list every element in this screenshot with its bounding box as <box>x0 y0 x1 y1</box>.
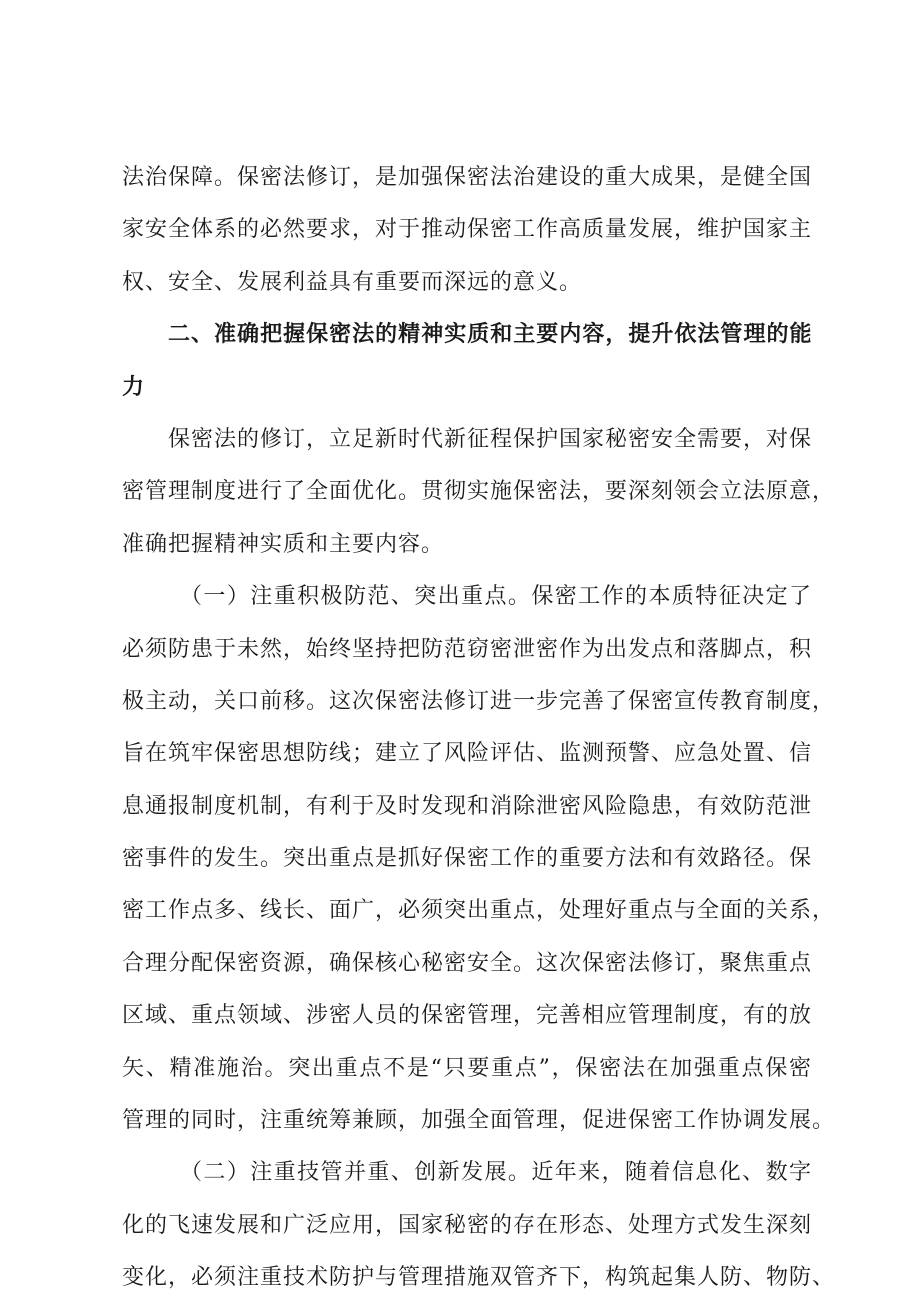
text-line: 化的飞速发展和广泛应用，国家秘密的存在形态、处理方式发生深刻 <box>122 1212 813 1238</box>
text-line: （一）注重积极防范、突出重点。保密工作的本质特征决定了 <box>180 584 812 610</box>
text-line: 准确把握精神实质和主要内容。 <box>122 531 445 557</box>
text-line: 权、安全、发展利益具有重要而深远的意义。 <box>122 269 583 295</box>
subsection-1-paragraph <box>122 571 836 1147</box>
text-line: 保密法的修订，立足新时代新征程保护国家秘密安全需要，对保 <box>168 426 813 452</box>
text-line: 密事件的发生。突出重点是抓好保密工作的重要方法和有效路径。保 <box>122 846 813 872</box>
heading-line: 二、准确把握保密法的精神实质和主要内容，提升依法管理的能 <box>168 322 812 348</box>
text-line: 区域、重点领域、涉密人员的保密管理，完善相应管理制度，有的放 <box>122 1003 813 1029</box>
text-line: 旨在筑牢保密思想防线；建立了风险评估、监测预警、应急处置、信 <box>122 741 813 767</box>
text-line: 必须防患于未然，始终坚持把防范窃密泄密作为出发点和落脚点，积 <box>122 636 813 662</box>
text-line: 变化，必须注重技术防护与管理措施双管齐下，构筑起集人防、物防、 <box>122 1265 836 1291</box>
text-line: 密管理制度进行了全面优化。贯彻实施保密法，要深刻领会立法原意， <box>122 479 836 505</box>
heading-line: 力 <box>122 374 145 400</box>
continuation-paragraph <box>122 152 812 309</box>
text-line: 法治保障。保密法修订，是加强保密法治建设的重大成果，是健全国 <box>122 165 813 190</box>
text-line: 息通报制度机制，有利于及时发现和消除泄密风险隐患，有效防范泄 <box>122 793 813 819</box>
text-line: 管理的同时，注重统筹兼顾，加强全面管理，促进保密工作协调发展。 <box>122 1108 836 1134</box>
text-line: 矢、精准施治。突出重点不是“只要重点”，保密法在加强重点保密 <box>122 1055 812 1081</box>
document-page <box>122 152 836 1305</box>
text-line: 合理分配保密资源，确保核心秘密安全。这次保密法修订，聚焦重点 <box>122 950 813 976</box>
text-line: 极主动，关口前移。这次保密法修订进一步完善了保密宣传教育制度， <box>122 688 836 714</box>
subsection-2-paragraph <box>122 1147 836 1304</box>
intro-paragraph <box>122 414 836 571</box>
text-line: 家安全体系的必然要求，对于推动保密工作高质量发展，维护国家主 <box>122 217 813 243</box>
section-heading <box>122 309 812 414</box>
text-line: 密工作点多、线长、面广，必须突出重点，处理好重点与全面的关系， <box>122 898 836 924</box>
text-line: （二）注重技管并重、创新发展。近年来，随着信息化、数字 <box>180 1160 812 1186</box>
